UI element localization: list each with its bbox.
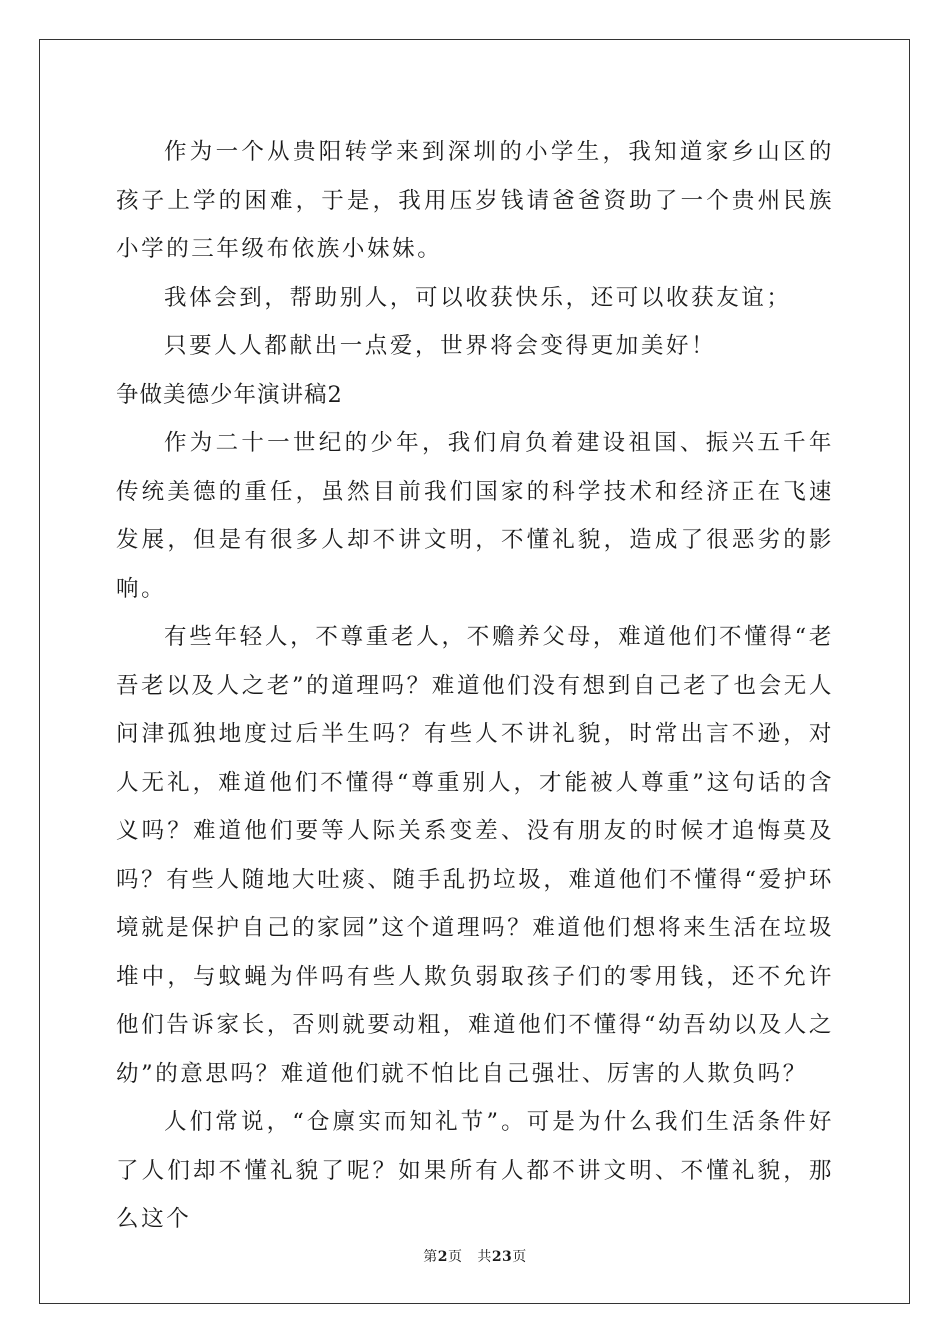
page-footer — [0, 1246, 950, 1266]
section-heading: 争做美德少年演讲稿2 — [116, 381, 343, 408]
total-suffix: 页 — [512, 1249, 527, 1265]
paragraph: 有些年轻人，不尊重老人，不赡养父母，难道他们不懂得“老吾老以及人之老”的道理吗？难道他们没有想到自己老了也会无人问津孤独地度过后半生吗？有些人不讲礼貌，时常出言不逊，对人无礼，难道他们不懂得“尊重别人，才能被人尊重”这句话的含义吗？难道他们要等人际关系变差、没有朋友的时候才追悔莫及吗？有些人随地大吐痰、随手乱扔垃圾，难道他们不懂得“爱护环境就是保护自己的家园”这个道理吗？难道他们想将来生活在垃圾堆中，与蚊蝇为伴吗有些人欺负弱取孩子们的零用钱，还不允许他们告诉家长，否则就要动粗，难道他们不懂得“幼吾幼以及人之幼”的意思吗？难道他们就不怕比自己强壮、厉害的人欺负吗？ — [116, 624, 834, 1087]
paragraph: 人们常说，“仓廪实而知礼节”。可是为什么我们生活条件好了人们却不懂礼貌了呢？如果所有人都不讲文明、不懂礼貌，那么这个 — [116, 1109, 834, 1232]
document-body — [116, 128, 834, 1244]
page-prefix: 第 — [423, 1249, 438, 1265]
total-pages: 23 — [491, 1249, 513, 1265]
paragraph: 只要人人都献出一点爱，世界将会变得更加美好！ — [164, 333, 717, 359]
paragraph: 作为一个从贵阳转学来到深圳的小学生，我知道家乡山区的孩子上学的困难，于是，我用压岁钱请爸爸资助了一个贵州民族小学的三年级布依族小妹妹。 — [116, 139, 834, 262]
paragraph: 我体会到，帮助别人，可以收获快乐，还可以收获友谊； — [164, 284, 792, 311]
page-suffix: 页 — [447, 1249, 463, 1265]
paragraph: 作为二十一世纪的少年，我们肩负着建设祖国、振兴五千年传统美德的重任，虽然目前我们国家的科学技术和经济正在飞速发展，但是有很多人却不讲文明，不懂礼貌，造成了很恶劣的影响。 — [116, 430, 834, 602]
total-prefix: 共 — [477, 1249, 492, 1265]
page-number: 2 — [437, 1249, 448, 1265]
